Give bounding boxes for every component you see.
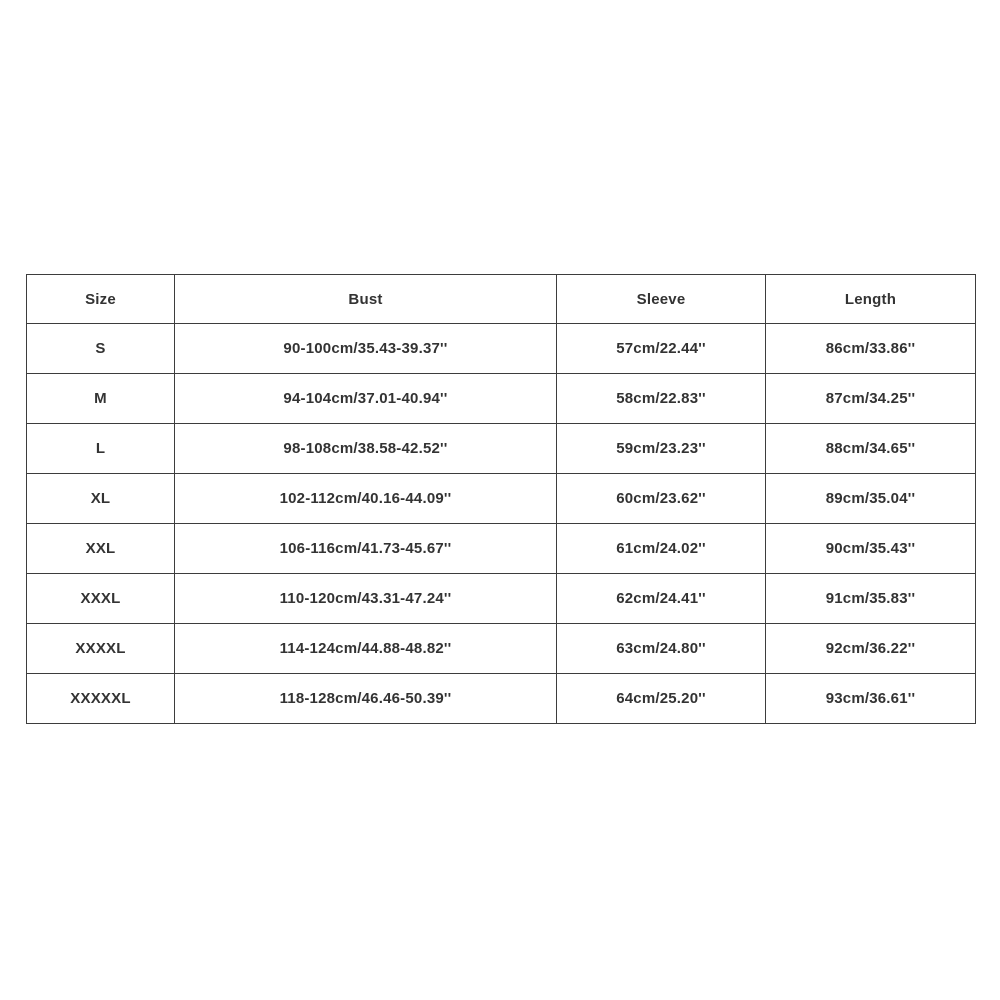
sleeve-cell: 57cm/22.44'' [557, 324, 766, 374]
size-chart-table [26, 274, 976, 724]
length-cell: 87cm/34.25'' [766, 374, 976, 424]
size-cell: XL [27, 474, 175, 524]
sleeve-cell: 58cm/22.83'' [557, 374, 766, 424]
table-body [27, 324, 976, 724]
length-cell: 86cm/33.86'' [766, 324, 976, 374]
header-row [27, 275, 976, 324]
table-row [27, 624, 976, 674]
header-length: Length [766, 275, 976, 324]
bust-cell: 94-104cm/37.01-40.94'' [175, 374, 557, 424]
length-cell: 93cm/36.61'' [766, 674, 976, 724]
bust-cell: 102-112cm/40.16-44.09'' [175, 474, 557, 524]
size-cell: XXL [27, 524, 175, 574]
length-cell: 89cm/35.04'' [766, 474, 976, 524]
bust-cell: 106-116cm/41.73-45.67'' [175, 524, 557, 574]
bust-cell: 90-100cm/35.43-39.37'' [175, 324, 557, 374]
table-row [27, 374, 976, 424]
bust-cell: 98-108cm/38.58-42.52'' [175, 424, 557, 474]
table-row [27, 574, 976, 624]
table-row [27, 424, 976, 474]
sleeve-cell: 62cm/24.41'' [557, 574, 766, 624]
size-cell: L [27, 424, 175, 474]
header-size: Size [27, 275, 175, 324]
bust-cell: 110-120cm/43.31-47.24'' [175, 574, 557, 624]
size-cell: XXXXL [27, 624, 175, 674]
header-sleeve: Sleeve [557, 275, 766, 324]
length-cell: 88cm/34.65'' [766, 424, 976, 474]
header-bust: Bust [175, 275, 557, 324]
size-cell: M [27, 374, 175, 424]
sleeve-cell: 59cm/23.23'' [557, 424, 766, 474]
table-row [27, 324, 976, 374]
size-cell: S [27, 324, 175, 374]
sleeve-cell: 61cm/24.02'' [557, 524, 766, 574]
table-row [27, 524, 976, 574]
sleeve-cell: 60cm/23.62'' [557, 474, 766, 524]
length-cell: 90cm/35.43'' [766, 524, 976, 574]
length-cell: 91cm/35.83'' [766, 574, 976, 624]
table-row [27, 674, 976, 724]
bust-cell: 118-128cm/46.46-50.39'' [175, 674, 557, 724]
sleeve-cell: 64cm/25.20'' [557, 674, 766, 724]
size-cell: XXXXXL [27, 674, 175, 724]
table-row [27, 474, 976, 524]
sleeve-cell: 63cm/24.80'' [557, 624, 766, 674]
size-cell: XXXL [27, 574, 175, 624]
bust-cell: 114-124cm/44.88-48.82'' [175, 624, 557, 674]
table-header [27, 275, 976, 324]
length-cell: 92cm/36.22'' [766, 624, 976, 674]
